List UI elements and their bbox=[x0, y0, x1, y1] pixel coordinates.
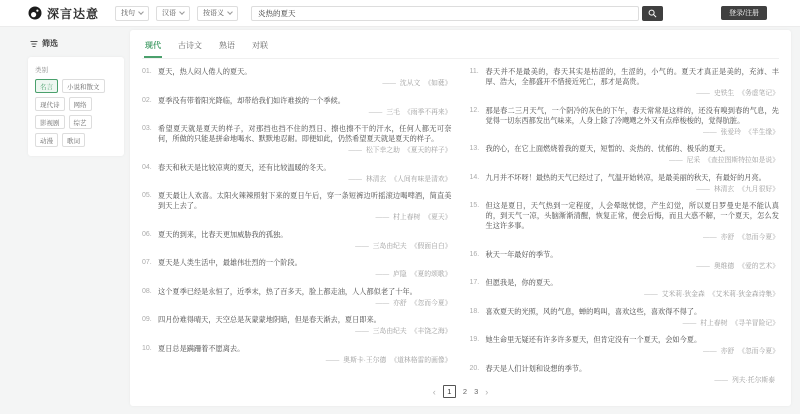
chevron-down-icon bbox=[179, 9, 185, 15]
top-header bbox=[0, 0, 800, 27]
search-button[interactable] bbox=[642, 6, 663, 21]
quote-number: 09. bbox=[142, 316, 152, 323]
filter-sidebar bbox=[28, 36, 124, 156]
author-name: 沈从文 bbox=[399, 80, 421, 87]
source-title: 《爱的艺术》 bbox=[738, 262, 779, 270]
source-title: 《寻羊冒险记》 bbox=[731, 319, 779, 327]
page-3[interactable]: 3 bbox=[474, 386, 479, 396]
quote-item[interactable] bbox=[470, 67, 780, 98]
author-name: 史铁生 bbox=[713, 90, 735, 97]
tab-couplet[interactable]: 对联 bbox=[252, 41, 268, 50]
quote-attribution bbox=[486, 262, 780, 271]
filter-header bbox=[30, 38, 124, 49]
author-name: 列夫·托尔斯泰 bbox=[731, 376, 775, 384]
quote-item[interactable] bbox=[142, 315, 452, 336]
language-select[interactable] bbox=[156, 6, 190, 21]
result-tabs bbox=[142, 37, 779, 59]
author-name: 艾米莉·狄金森 bbox=[661, 291, 705, 298]
author-name: 林清玄 bbox=[365, 175, 387, 183]
search-type-value: 找句 bbox=[121, 10, 136, 17]
quote-attribution bbox=[486, 233, 780, 242]
quote-text: 但这是夏日，天气热到一定程度，人会晕眩恍惚，产生幻觉，所以夏日罗曼史是不能认真的，到天气一凉，头脑渐渐清醒，恢复正常，便会后悔，而且大惑不解，一个夏天，怎么发生这许多事。 bbox=[485, 201, 779, 230]
attribution-dash: —— bbox=[348, 175, 362, 183]
author-name: 松下幸之助 bbox=[365, 147, 400, 154]
author-name: 村上春树 bbox=[393, 214, 421, 221]
quote-number: 11. bbox=[469, 68, 479, 75]
tab-idiom[interactable]: 熟语 bbox=[219, 41, 235, 50]
quote-text: 春天是人们计划和设想的季节。 bbox=[485, 363, 587, 373]
page-1[interactable]: 1 bbox=[443, 385, 456, 398]
chevron-down-icon bbox=[227, 9, 233, 15]
quote-item[interactable] bbox=[470, 307, 780, 328]
attribution-dash: —— bbox=[355, 328, 369, 335]
source-title: 《九月很好》 bbox=[738, 185, 779, 193]
attribution-dash: —— bbox=[375, 214, 390, 221]
quote-attribution bbox=[158, 327, 452, 336]
attribution-dash: —— bbox=[682, 319, 697, 327]
tag-internet[interactable]: 网络 bbox=[69, 97, 92, 111]
source-title: 《夏天》 bbox=[424, 214, 452, 221]
search-type-select[interactable] bbox=[115, 6, 149, 21]
quote-number: 16. bbox=[469, 250, 480, 258]
prev-page-arrow[interactable]: ‹ bbox=[432, 386, 436, 397]
mode-select[interactable] bbox=[197, 6, 238, 21]
quote-text: 春天和秋天是比较凉爽的夏天，还有比较温暖的冬天。 bbox=[158, 162, 331, 172]
category-filter-card bbox=[28, 57, 124, 156]
attribution-dash: —— bbox=[382, 80, 396, 87]
tag-fiction-prose[interactable]: 小说和散文 bbox=[62, 79, 105, 93]
quote-number: 17. bbox=[469, 279, 480, 286]
quote-attribution bbox=[158, 175, 452, 184]
quote-attribution bbox=[158, 146, 452, 155]
page-2[interactable]: 2 bbox=[462, 386, 468, 396]
quote-text: 这个夏季已经是永恒了，近季末，热了百多天，脸上都走油，人人都似老了十年。 bbox=[158, 286, 417, 296]
search-icon bbox=[648, 9, 657, 18]
quote-text: 夏天，热人闷人倦人的夏天。 bbox=[158, 67, 252, 76]
quote-attribution bbox=[486, 347, 780, 356]
quote-text: 我的心，在它上面燃烧着我的夏天，短暂的、炎热的、忧郁的、极乐的夏天。 bbox=[485, 144, 730, 153]
quote-attribution bbox=[486, 128, 780, 137]
quote-attribution bbox=[158, 299, 452, 308]
quote-number: 18. bbox=[469, 307, 480, 315]
tag-mingyan[interactable]: 名言 bbox=[35, 79, 58, 93]
quote-attribution bbox=[486, 319, 780, 328]
quote-text: 夏日总是蹒跚着不愿离去。 bbox=[158, 343, 245, 353]
quote-item[interactable] bbox=[142, 163, 452, 184]
attribution-dash: —— bbox=[325, 356, 340, 364]
author-name: 奥斯卡·王尔德 bbox=[343, 356, 387, 364]
quote-item[interactable] bbox=[142, 96, 452, 117]
attribution-dash: —— bbox=[703, 348, 717, 355]
quote-text: 春天并不是最美的，春天其实是枯涩的，生涩的，小气的。夏天才真正是美的，充沛、丰厚、浩大，全都盛开不惜接近死亡，那才是高贵。 bbox=[485, 67, 779, 86]
author-name: 奥维德 bbox=[713, 262, 735, 270]
attribution-dash: —— bbox=[375, 299, 390, 307]
filter-icon bbox=[30, 40, 38, 48]
attribution-dash: —— bbox=[368, 108, 383, 116]
quote-text: 那是春二三月天气，一个阴冷的灰色的下午，春天常常是这样的，还没有嗅到春的气息，先觉得一切东西都发出气味来，人身上除了冷飕飕之外又有点痒梭梭的，觉得肮脏。 bbox=[485, 105, 779, 125]
source-title: 《假面自白》 bbox=[410, 242, 452, 250]
author-name: 三岛由纪夫 bbox=[372, 328, 407, 335]
quote-text: 四月份难得晴天，天空总是灰蒙蒙地阴暗，但是春天渐去，夏日即来。 bbox=[158, 315, 381, 324]
quote-item[interactable] bbox=[142, 258, 452, 279]
quote-item[interactable] bbox=[142, 67, 452, 88]
tag-anime[interactable]: 动漫 bbox=[35, 133, 58, 147]
source-title: 《忽而今夏》 bbox=[738, 234, 779, 241]
quote-number: 20. bbox=[469, 364, 480, 372]
attribution-dash: —— bbox=[696, 90, 710, 97]
author-name: 村上春树 bbox=[700, 319, 728, 327]
search-input[interactable] bbox=[251, 6, 639, 21]
quote-item[interactable] bbox=[142, 287, 452, 308]
mode-value: 按语义 bbox=[203, 10, 225, 17]
quote-item[interactable] bbox=[470, 250, 780, 271]
quote-text: 喜欢夏天的光照，风的气息，蝉的鸣叫，喜欢这些，喜欢得不得了。 bbox=[485, 306, 702, 316]
author-name: 三毛 bbox=[386, 108, 400, 116]
quote-number: 04. bbox=[142, 163, 152, 171]
quote-item[interactable] bbox=[470, 364, 780, 385]
logo-icon bbox=[28, 6, 42, 20]
quote-attribution bbox=[158, 356, 452, 365]
quote-text: 九月并不坏呀！最热的天气已经过了，气温开始转凉，是最美丽的秋天，有最好的月亮。 bbox=[485, 172, 766, 182]
author-name: 尼采 bbox=[686, 157, 701, 164]
quote-text: 她生命里无疑还有许多许多夏天，但肯定没有一个夏天，会如今夏。 bbox=[485, 335, 702, 344]
source-title: 《夏天的样子》 bbox=[403, 147, 452, 154]
quote-number: 06. bbox=[142, 230, 152, 238]
quote-number: 14. bbox=[469, 173, 480, 181]
quote-item[interactable] bbox=[142, 230, 452, 251]
source-title: 《如蕤》 bbox=[424, 80, 452, 87]
quote-attribution bbox=[486, 89, 780, 98]
attribution-dash: —— bbox=[703, 128, 717, 136]
chevron-down-icon bbox=[138, 9, 144, 15]
quote-number: 07. bbox=[142, 259, 152, 266]
quote-number: 03. bbox=[142, 125, 152, 132]
quote-attribution bbox=[158, 213, 452, 222]
results-panel bbox=[130, 30, 791, 406]
attribution-dash: —— bbox=[714, 376, 728, 384]
quote-item[interactable] bbox=[470, 201, 780, 242]
results-column-right bbox=[470, 67, 780, 392]
quote-number: 15. bbox=[469, 202, 480, 209]
quote-item[interactable] bbox=[142, 191, 452, 222]
tab-classical[interactable]: 古诗文 bbox=[178, 41, 202, 50]
site-logo[interactable] bbox=[28, 5, 99, 22]
quote-number: 08. bbox=[142, 287, 152, 295]
quote-text: 希望夏天就是夏天的样子，对那挡也挡不住的烈日、擦也擦不干的汗水，任何人都无可奈何，所做的只能是拼命地喝水、默默地忍耐。即便如此，仍然希望夏天就是夏天的样子。 bbox=[158, 124, 452, 143]
quote-attribution bbox=[158, 242, 452, 251]
quote-item[interactable] bbox=[470, 144, 780, 165]
filter-label: 筛选 bbox=[42, 39, 58, 48]
source-title: 《忽而今夏》 bbox=[410, 299, 452, 307]
quote-number: 10. bbox=[142, 344, 152, 352]
quote-number: 05. bbox=[142, 192, 152, 199]
author-name: 庐隐 bbox=[393, 271, 407, 278]
source-title: 《夏的颂歌》 bbox=[410, 271, 452, 278]
attribution-dash: —— bbox=[355, 242, 369, 250]
tag-variety[interactable]: 综艺 bbox=[69, 115, 92, 129]
quote-item[interactable] bbox=[470, 278, 780, 299]
quote-attribution bbox=[158, 108, 452, 117]
attribution-dash: —— bbox=[696, 262, 710, 270]
author-name: 亦舒 bbox=[720, 234, 735, 241]
source-title: 《务虚笔记》 bbox=[738, 90, 779, 97]
source-title: 《查拉图斯特拉如是说》 bbox=[704, 157, 779, 164]
quote-text: 夏天最让人欢喜。太阳火辣辣照射下来的夏日午后，穿一条短裤边听摇滚边喝啤酒，简直美到天上去了。 bbox=[158, 191, 452, 210]
quote-number: 13. bbox=[469, 145, 480, 152]
quote-attribution bbox=[486, 376, 780, 385]
tag-film-tv[interactable]: 影视剧 bbox=[35, 115, 65, 129]
quote-text: 但愿我是，你的夏天。 bbox=[485, 278, 558, 287]
quote-item[interactable] bbox=[470, 173, 780, 194]
attribution-dash: —— bbox=[669, 157, 683, 164]
quote-text: 夏天的到来，比春天更加威胁我的孤独。 bbox=[158, 229, 288, 239]
tag-modern-poetry[interactable]: 现代诗 bbox=[35, 97, 65, 111]
quote-number: 01. bbox=[142, 68, 152, 75]
language-value: 汉语 bbox=[162, 10, 177, 17]
source-title: 《雨季不再来》 bbox=[403, 108, 452, 116]
attribution-dash: —— bbox=[348, 147, 362, 154]
quote-item[interactable] bbox=[470, 335, 780, 356]
category-label: 类别 bbox=[35, 67, 48, 74]
attribution-dash: —— bbox=[696, 185, 710, 193]
tab-modern[interactable]: 现代 bbox=[144, 37, 162, 58]
login-register-button[interactable]: 登录/注册 bbox=[721, 6, 767, 20]
quote-number: 19. bbox=[469, 336, 480, 343]
quote-attribution bbox=[486, 290, 780, 299]
quote-attribution bbox=[158, 79, 452, 88]
quote-item[interactable] bbox=[142, 344, 452, 365]
quote-text: 夏季没有带着阳光降临，却带给我们如许难挨的一个季候。 bbox=[158, 95, 345, 105]
attribution-dash: —— bbox=[375, 271, 390, 278]
quote-item[interactable] bbox=[142, 124, 452, 155]
quote-item[interactable] bbox=[470, 106, 780, 137]
source-title: 《艾米莉·狄金森诗集》 bbox=[708, 291, 779, 298]
source-title: 《人间有味是清欢》 bbox=[390, 175, 452, 183]
attribution-dash: —— bbox=[644, 291, 658, 298]
next-page-arrow[interactable]: › bbox=[485, 386, 489, 397]
tag-lyrics[interactable]: 歌词 bbox=[62, 133, 85, 147]
quote-number: 12. bbox=[469, 106, 480, 114]
author-name: 张爱玲 bbox=[720, 128, 742, 136]
author-name: 三岛由纪夫 bbox=[372, 242, 407, 250]
quote-attribution bbox=[486, 156, 780, 165]
author-name: 林清玄 bbox=[713, 185, 735, 193]
source-title: 《道林格雷的画像》 bbox=[390, 356, 452, 364]
quote-number: 02. bbox=[142, 96, 152, 104]
quote-attribution bbox=[158, 270, 452, 279]
attribution-dash: —— bbox=[703, 234, 717, 241]
source-title: 《忽而今夏》 bbox=[738, 348, 779, 355]
source-title: 《半生缘》 bbox=[745, 128, 779, 136]
quote-text: 夏天是人类生活中，最雄伟壮烈的一个阶段。 bbox=[158, 258, 302, 267]
pagination bbox=[130, 385, 791, 398]
results-column-left bbox=[142, 67, 452, 392]
author-name: 亦舒 bbox=[720, 348, 735, 355]
quote-attribution bbox=[486, 185, 780, 194]
quote-text: 秋天一年最好的季节。 bbox=[485, 249, 558, 259]
source-title: 《丰饶之海》 bbox=[410, 328, 452, 335]
site-title: 深言达意 bbox=[47, 6, 100, 21]
author-name: 亦舒 bbox=[393, 299, 407, 307]
